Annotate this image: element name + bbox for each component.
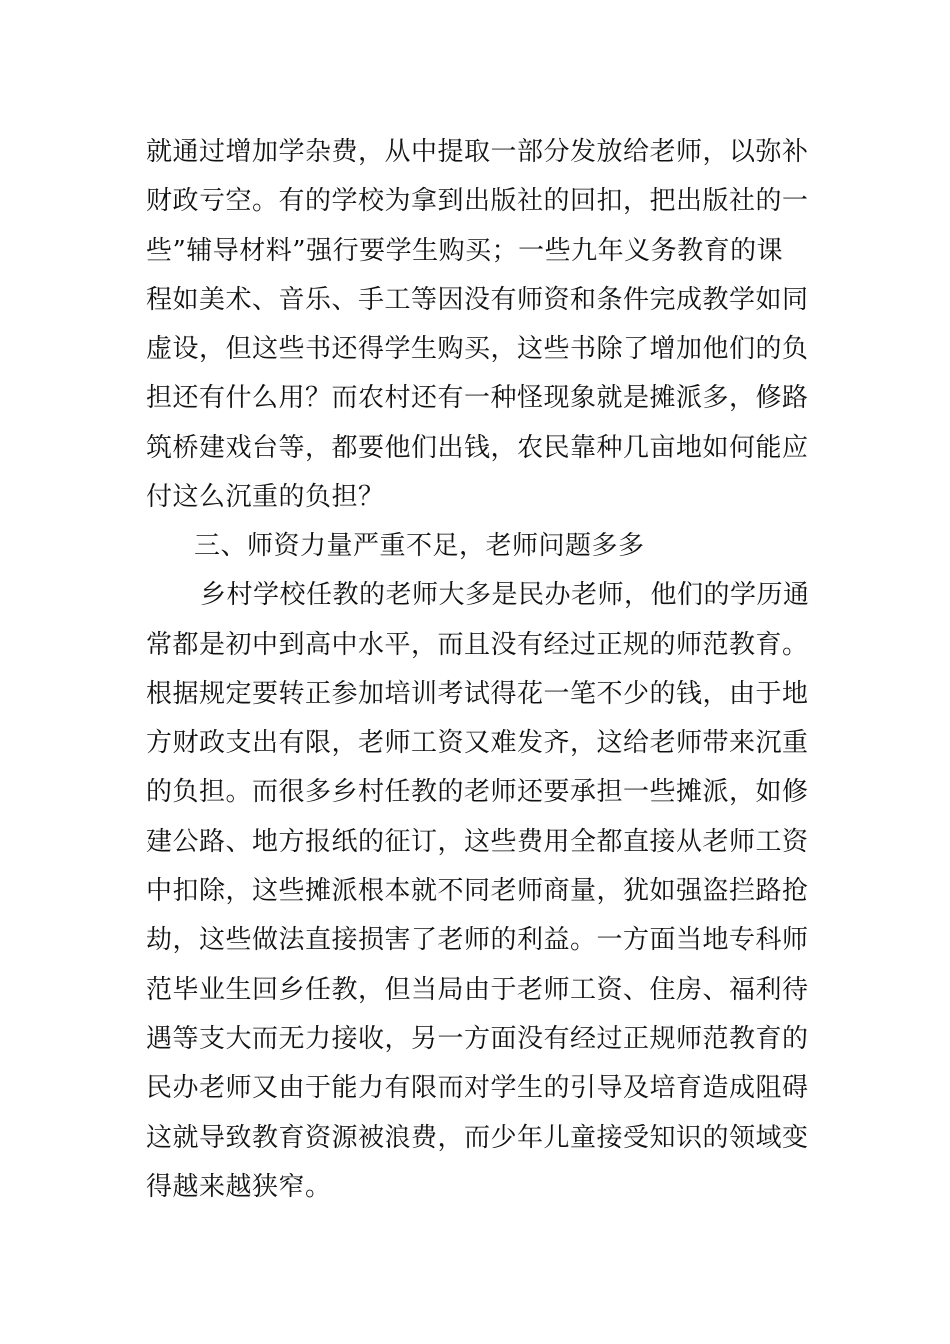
- text-line: 中扣除，这些摊派根本就不同老师商量，犹如强盗拦路抢: [146, 876, 809, 907]
- text-line: 范毕业生回乡任教，但当局由于老师工资、住房、福利待: [146, 974, 809, 1005]
- text-line: 的负担。而很多乡村任教的老师还要承担一些摊派，如修: [146, 777, 809, 808]
- text-line: 乡村学校任教的老师大多是民办老师，他们的学历通: [200, 580, 810, 611]
- text-line: 民办老师又由于能力有限而对学生的引导及培育造成阻碍: [146, 1073, 809, 1104]
- text-line: 虚设，但这些书还得学生购买，这些书除了增加他们的负: [146, 334, 809, 365]
- text-line: 得越来越狭窄。: [146, 1171, 332, 1202]
- text-line: 些”辅导材料”强行要学生购买；一些九年义务教育的课: [146, 235, 784, 266]
- paragraph-continued: [146, 128, 816, 522]
- text-line: 遇等支大而无力接收，另一方面没有经过正规师范教育的: [146, 1023, 809, 1054]
- text-line: 建公路、地方报纸的征订，这些费用全都直接从老师工资: [146, 826, 809, 857]
- text-line: 根据规定要转正参加培训考试得花一笔不少的钱，由于地: [146, 678, 809, 709]
- text-line: 劫，这些做法直接损害了老师的利益。一方面当地专科师: [146, 925, 809, 956]
- text-line: 这就导致教育资源被浪费，而少年儿童接受知识的领域变: [146, 1122, 809, 1153]
- text-line: 程如美术、音乐、手工等因没有师资和条件完成教学如同: [146, 284, 809, 315]
- text-line: 常都是初中到高中水平，而且没有经过正规的师范教育。: [146, 629, 809, 660]
- text-line: 方财政支出有限，老师工资又难发齐，这给老师带来沉重: [146, 728, 809, 759]
- text-line: 付这么沉重的负担？: [146, 482, 385, 513]
- text-line: 财政亏空。有的学校为拿到出版社的回扣，把出版社的一: [146, 186, 809, 217]
- section-teachers: [146, 522, 816, 1212]
- text-line: 筑桥建戏台等，都要他们出钱，农民靠种几亩地如何能应: [146, 432, 809, 463]
- section-heading: 三、师资力量严重不足，老师问题多多: [194, 531, 645, 561]
- text-line: 就通过增加学杂费，从中提取一部分发放给老师，以弥补: [146, 137, 809, 167]
- text-line: 担还有什么用？而农村还有一种怪现象就是摊派多，修路: [146, 383, 809, 414]
